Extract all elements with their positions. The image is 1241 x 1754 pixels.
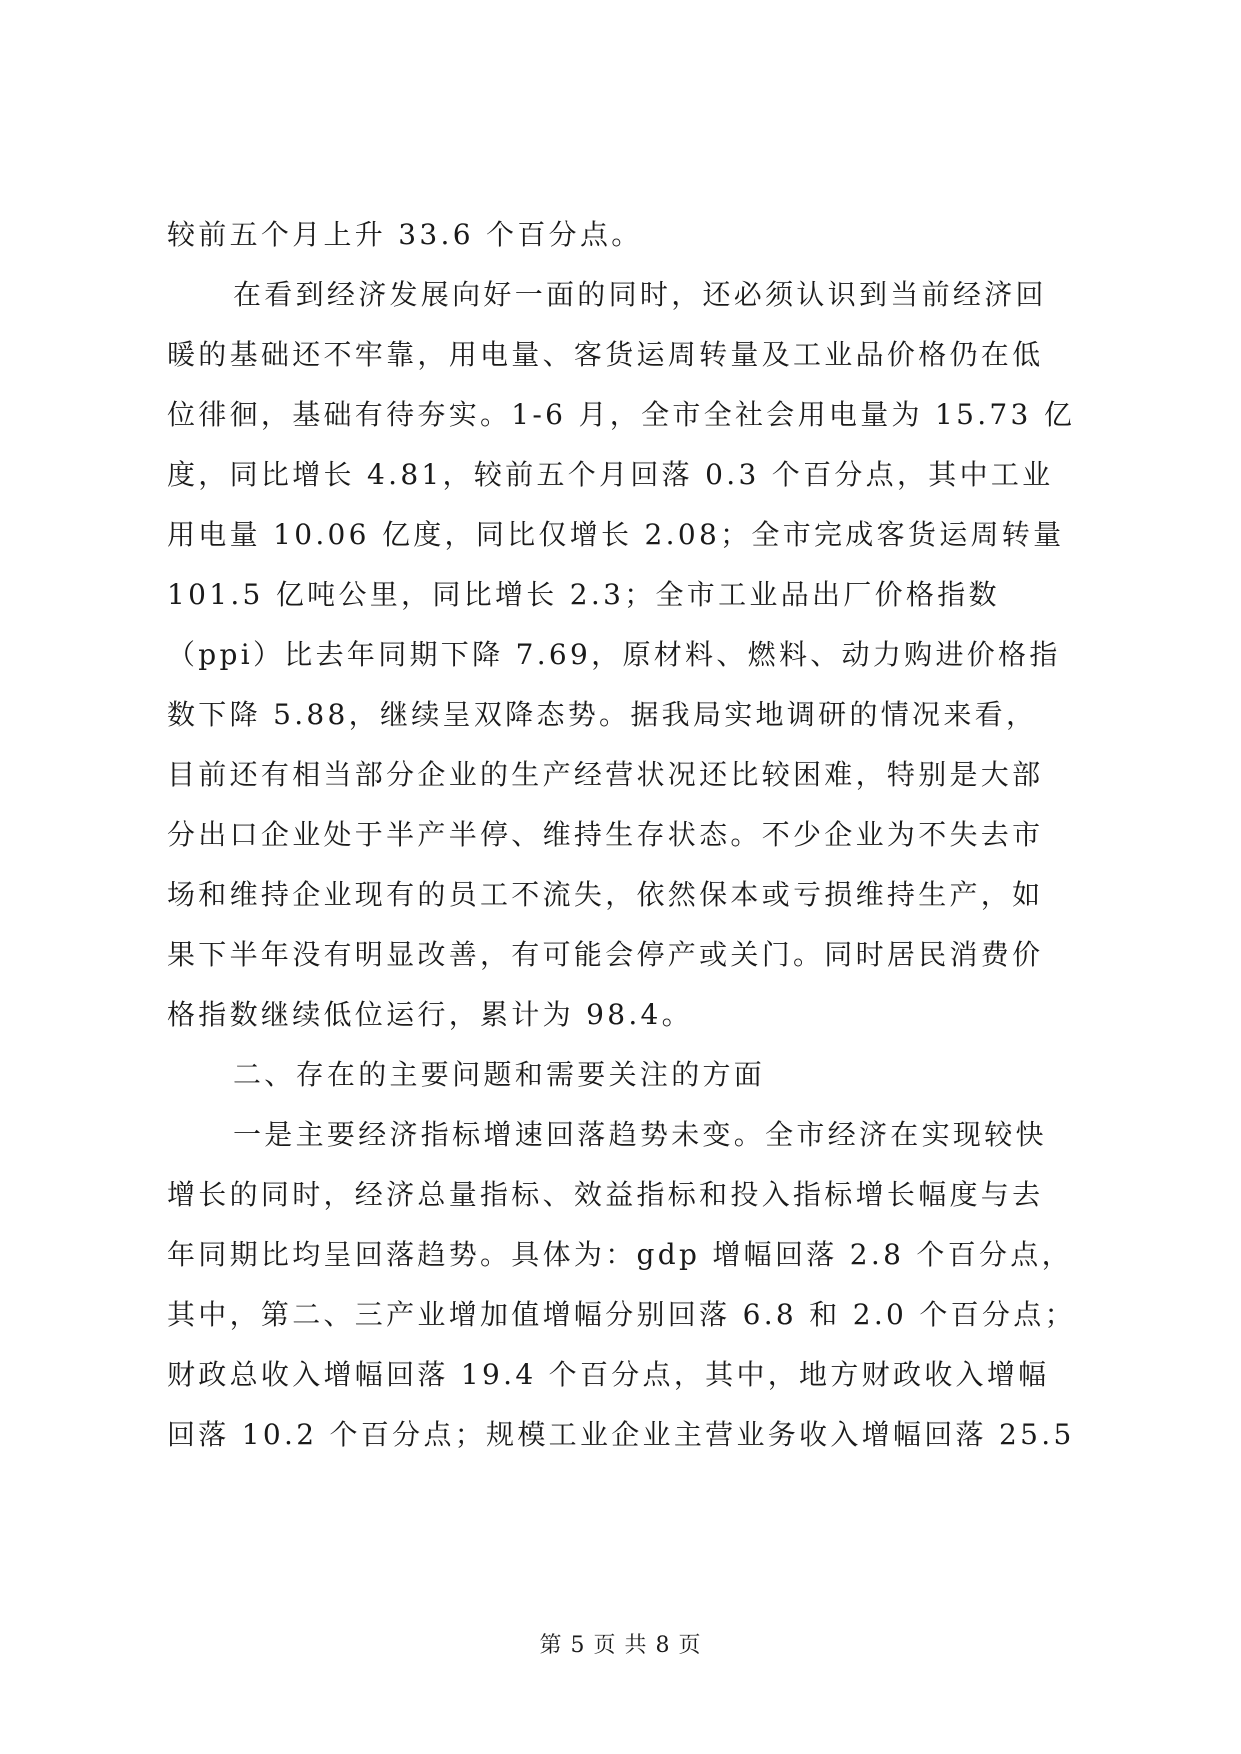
text-line-5: 度，同比增长 4.81，较前五个月回落 0.3 个百分点，其中工业 [167,458,1054,491]
text-line-7: 101.5 亿吨公里，同比增长 2.3；全市工业品出厂价格指数 [167,578,1000,611]
text-line-20: 财政总收入增幅回落 19.4 个百分点，其中，地方财政收入增幅 [167,1358,1050,1391]
text-line-6: 用电量 10.06 亿度，同比仅增长 2.08；全市完成客货运周转量 [167,518,1065,551]
text-line-17: 增长的同时，经济总量指标、效益指标和投入指标增长幅度与去 [167,1178,1044,1211]
text-line-18: 年同期比均呈回落趋势。具体为：gdp 增幅回落 2.8 个百分点， [167,1238,1073,1271]
text-line-2: 在看到经济发展向好一面的同时，还必须认识到当前经济回 [233,278,1047,311]
text-line-21: 回落 10.2 个百分点；规模工业企业主营业务收入增幅回落 25.5 [167,1418,1075,1451]
text-line-19: 其中，第二、三产业增加值增幅分别回落 6.8 和 2.0 个百分点； [167,1298,1076,1331]
text-line-9: 数下降 5.88，继续呈双降态势。据我局实地调研的情况来看， [167,698,1038,731]
text-line-1: 较前五个月上升 33.6 个百分点。 [167,218,643,251]
text-line-16: 一是主要经济指标增速回落趋势未变。全市经济在实现较快 [233,1118,1047,1151]
text-line-12: 场和维持企业现有的员工不流失，依然保本或亏损维持生产，如 [167,878,1044,911]
text-line-13: 果下半年没有明显改善，有可能会停产或关门。同时居民消费价 [167,938,1044,971]
text-line-11: 分出口企业处于半产半停、维持生存状态。不少企业为不失去市 [167,818,1044,851]
text-line-4: 位徘徊，基础有待夯实。1-6 月，全市全社会用电量为 15.73 亿 [167,398,1076,431]
page-footer: 第 5 页 共 8 页 [539,1633,702,1658]
text-line-14: 格指数继续低位运行，累计为 98.4。 [167,998,693,1031]
text-line-8: （ppi）比去年同期下降 7.69，原材料、燃料、动力购进价格指 [167,638,1061,671]
text-line-3: 暖的基础还不牢靠，用电量、客货运周转量及工业品价格仍在低 [167,338,1044,371]
body-text [167,205,1077,1465]
section-heading: 二、存在的主要问题和需要关注的方面 [233,1058,766,1091]
text-line-10: 目前还有相当部分企业的生产经营状况还比较困难，特别是大部 [167,758,1044,791]
